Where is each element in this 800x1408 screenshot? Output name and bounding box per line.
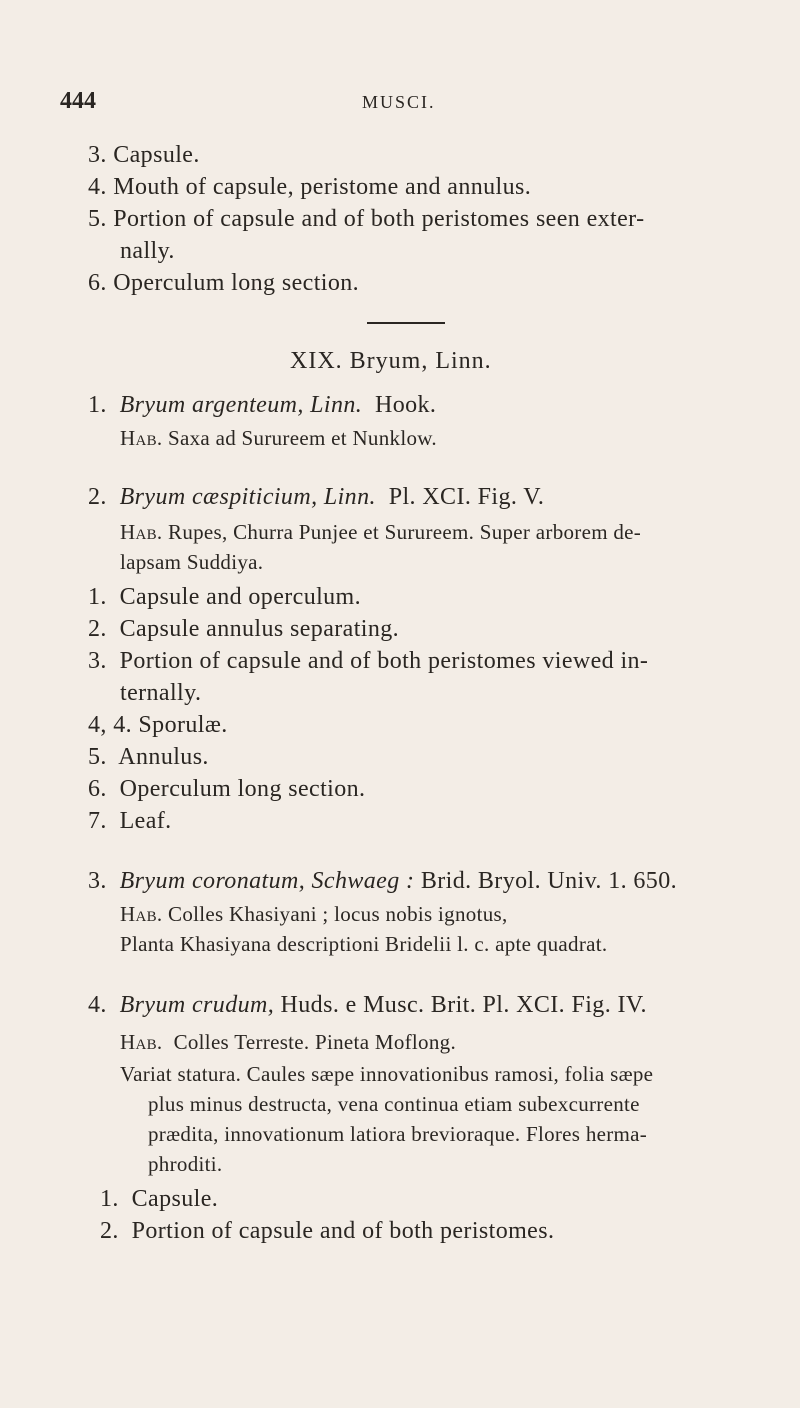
section-divider bbox=[367, 322, 445, 324]
species-entry: 4. Bryum crudum, Huds. e Musc. Brit. Pl. XCI. Fig. IV. bbox=[88, 992, 647, 1018]
figure-item: 2. Portion of capsule and of both peristomes. bbox=[100, 1218, 555, 1244]
species-entry: 1. Bryum argenteum, Linn. Hook. bbox=[88, 392, 437, 418]
habitat-line: Hab. Saxa ad Surureem et Nunklow. bbox=[120, 426, 437, 450]
list-item: 5. Portion of capsule and of both peristomes seen exter- bbox=[88, 206, 645, 232]
habitat-line: Hab. Colles Terreste. Pineta Moflong. bbox=[120, 1030, 457, 1054]
habitat-line: Hab. Colles Khasiyani ; locus nobis ignotus, bbox=[120, 902, 508, 926]
list-item: 3. Capsule. bbox=[88, 142, 200, 168]
description-line: Variat statura. Caules sæpe innovationibus ramosi, folia sæpe bbox=[120, 1062, 654, 1086]
list-item: 6. Operculum long section. bbox=[88, 270, 360, 296]
description-line: phroditi. bbox=[148, 1152, 223, 1176]
figure-item: 2. Capsule annulus separating. bbox=[88, 616, 400, 642]
figure-item: 4, 4. Sporulæ. bbox=[88, 712, 228, 738]
figure-item: 7. Leaf. bbox=[88, 808, 172, 834]
species-entry: 3. Bryum coronatum, Schwaeg : Brid. Bryol. Univ. 1. 650. bbox=[88, 868, 678, 894]
figure-item: 1. Capsule. bbox=[100, 1186, 219, 1212]
page-number: 444 bbox=[60, 88, 96, 114]
species-name: Bryum cæspiticium, Linn. bbox=[119, 484, 376, 510]
figure-item: 3. Portion of capsule and of both peristomes viewed in- bbox=[88, 648, 649, 674]
list-item-continuation: nally. bbox=[120, 238, 175, 264]
figure-item: 1. Capsule and operculum. bbox=[88, 584, 362, 610]
section-heading: XIX. Bryum, Linn. bbox=[290, 348, 492, 374]
description-line: plus minus destructa, vena continua etiam subexcurrente bbox=[148, 1092, 640, 1116]
figure-item-continuation: ternally. bbox=[120, 680, 202, 706]
species-name: Bryum crudum, bbox=[119, 992, 275, 1018]
note-line: Planta Khasiyana descriptioni Bridelii l. c. apte quadrat. bbox=[120, 932, 608, 956]
species-entry: 2. Bryum cæspiticium, Linn. Pl. XCI. Fig. V. bbox=[88, 484, 545, 510]
habitat-line: Hab. Rupes, Churra Punjee et Surureem. Super arborem de- bbox=[120, 520, 642, 544]
figure-item: 5. Annulus. bbox=[88, 744, 209, 770]
running-head: MUSCI. bbox=[362, 92, 436, 112]
habitat-line-continuation: lapsam Suddiya. bbox=[120, 550, 264, 574]
figure-item: 6. Operculum long section. bbox=[88, 776, 366, 802]
species-name: Bryum coronatum, Schwaeg : bbox=[119, 868, 415, 894]
description-line: prædita, innovationum latiora brevioraque. Flores herma- bbox=[148, 1122, 648, 1146]
list-item: 4. Mouth of capsule, peristome and annulus. bbox=[88, 174, 532, 200]
species-name: Bryum argenteum, Linn. bbox=[119, 392, 363, 418]
